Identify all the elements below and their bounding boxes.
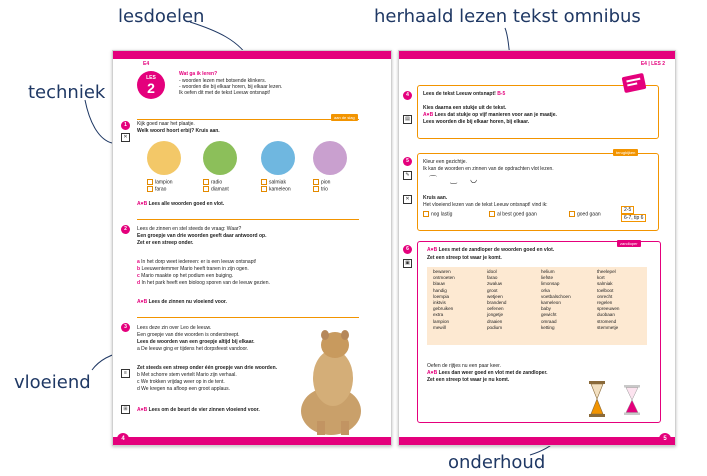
- ex5-line2: Kruis aan.: [423, 195, 448, 201]
- cross-icon: ✕: [403, 195, 412, 204]
- word-column-1: bewaren ontmoeten blauw handig loempia inktvis gebruiken extra lampion mewill: [433, 269, 455, 330]
- ex2-item: d In het park heeft een bioloog sporen van de leeuw gezien.: [137, 280, 270, 286]
- pencil-icon: ✎: [403, 171, 412, 180]
- lioness-illustration: [291, 323, 375, 435]
- ex1-number: 1: [121, 121, 130, 130]
- ex3-line2: b Met schorre stem vertelt Mario zijn verhaal.: [137, 372, 237, 378]
- ex5-tag: terugkijken: [613, 149, 638, 156]
- ex3-number: 3: [121, 323, 130, 332]
- group-icon: ⊞: [121, 405, 130, 414]
- sequence-icon: ≡: [121, 369, 130, 378]
- ex6-line1: A♥B Lees met de zandloper de woorden goed en vlot.: [427, 247, 555, 253]
- radio-image: [203, 141, 237, 175]
- ex1-line2: Welk woord hoort erbij? Kruis aan.: [137, 128, 220, 134]
- right-top-bar: [399, 51, 675, 59]
- pair-icon: A♥B: [137, 201, 148, 207]
- ex3-line: Lees deze zin over Leo de leeuw.: [137, 325, 212, 331]
- ex3-line: Een groepje van drie woorden is onderstreept.: [137, 332, 240, 338]
- option[interactable]: trio: [313, 186, 328, 193]
- ex2-number: 2: [121, 225, 130, 234]
- option[interactable]: lampion: [147, 179, 173, 186]
- word-column-2: idool farao zwaluw groot wetjeen brandend oefenen jongetje draaien podium: [487, 269, 507, 330]
- ex2-line: Lees de zinnen en stel steeds de vraag: Waar?: [137, 226, 242, 232]
- left-page-number: 4: [117, 433, 129, 445]
- callout-herhaald: herhaald lezen tekst omnibus: [374, 6, 641, 27]
- callout-techniek: techniek: [28, 82, 106, 103]
- word-column-4: theelepel kort salmiak toelboot onrecht regelen spreeuwen duobaan stromend stemmetje: [597, 269, 620, 330]
- sandtimer-icon: [623, 385, 641, 415]
- option[interactable]: radio: [203, 179, 222, 186]
- ex4-number: 4: [403, 91, 412, 100]
- ex5-number: 5: [403, 157, 412, 166]
- right-page-number: 5: [659, 433, 671, 445]
- ex3-line: a De leeuw ging er tijdens het dorpsfeest vandoor.: [137, 346, 249, 352]
- option[interactable]: diamant: [203, 186, 229, 193]
- goals-line: - woorden die bij elkaar horen, bij elkaar lezen.: [179, 84, 283, 90]
- ex1-tag: aan de slag: [331, 114, 358, 121]
- ex2-divider: [137, 219, 359, 220]
- face-icons[interactable]: ⌒ ‿ ◡: [429, 175, 478, 184]
- left-bottom-bar: [113, 437, 391, 445]
- ex2-line: Een groepje van drie woorden geeft daar antwoord op.: [137, 233, 267, 239]
- timer-icon: ▣: [403, 259, 412, 268]
- pharaoh-image: [147, 141, 181, 175]
- ex6-line2: Zet een streep tot waar je komt.: [427, 255, 502, 261]
- ex5-choice[interactable]: nog lastig: [423, 211, 452, 218]
- ex3-divider: [137, 317, 359, 318]
- callout-lesdoelen: lesdoelen: [118, 6, 205, 27]
- option[interactable]: farao: [147, 186, 166, 193]
- right-running-head: E4 | LES 2: [640, 61, 665, 67]
- right-page: [398, 50, 676, 446]
- goals-line: - woorden lezen met botsende klinkers.: [179, 78, 266, 84]
- chameleon-image: [261, 141, 295, 175]
- option[interactable]: salmiak: [261, 179, 286, 186]
- ex6-number: 6: [403, 245, 412, 254]
- ex5-ref: 6-7, tip 6: [621, 214, 646, 222]
- left-top-bar: [113, 51, 391, 59]
- ex5-line2: Het vloeiend lezen van de tekst Leeuw ontsnapt! vind ik:: [423, 202, 548, 208]
- ex5-line: Kleur een gezichtje.: [423, 159, 467, 165]
- ex1-divider: [137, 119, 359, 120]
- ex1-line1: Kijk goed naar het plaatje.: [137, 121, 195, 127]
- ex4-line1: Lees de tekst Leeuw ontsnapt! B-5: [423, 91, 506, 97]
- text-card-icon: [621, 73, 647, 93]
- goals-title: Wat ga ik leren?: [179, 71, 218, 77]
- right-bottom-bar: [399, 437, 675, 445]
- hourglass-icon: [587, 381, 607, 417]
- option[interactable]: pion: [313, 179, 330, 186]
- ex3-line2: c We trokken vrijdag weer op in de tent.: [137, 379, 225, 385]
- ex3-line2: Zet steeds een streep onder één groepje van drie woorden.: [137, 365, 278, 371]
- ex2-item: a In het dorp weet iedereen: er is een leeuw ontsnapt!: [137, 259, 257, 265]
- ex1-footer: A♥B Lees alle woorden goed en vlot.: [137, 201, 225, 207]
- ex5-line: Ik kan de woorden en zinnen van de opdrachten vlot lezen.: [423, 166, 554, 172]
- ex5-choice[interactable]: goed gaan: [569, 211, 601, 218]
- ex6-tag: zandloper: [617, 240, 641, 247]
- ex2-footer: A♥B Lees de zinnen nu vloeiend voor.: [137, 299, 227, 305]
- ex4-line: A♥B Lees dat stukje op vijf manieren voor aan je maatje.: [423, 112, 557, 118]
- ex3-line: Lees de woorden van een groepje altijd bij elkaar.: [137, 339, 255, 345]
- book-icon: ▤: [403, 115, 412, 124]
- ex2-item: c Mario maakte op het podium een buiging.: [137, 273, 234, 279]
- ex5-choice[interactable]: al best goed gaan: [489, 211, 537, 218]
- lesson-badge: LES 2: [137, 71, 165, 99]
- callout-onderhoud: onderhoud: [448, 452, 546, 473]
- left-page: [112, 50, 392, 446]
- word-column-3: helium liefste limonsap orka voetbalschoen kameleon baby gewicht omraad ketting: [541, 269, 571, 330]
- ex4-line: Lees woorden die bij elkaar horen, bij elkaar.: [423, 119, 530, 125]
- option[interactable]: kameleon: [261, 186, 291, 193]
- pion-image: [313, 141, 347, 175]
- left-running-head: E4: [143, 61, 150, 67]
- cross-icon: ✕: [121, 133, 130, 142]
- ex2-item: b Leeuwentemmer Mario heeft tranen in zijn ogen.: [137, 266, 249, 272]
- ex6-after: Zet een streep tot waar je nu komt.: [427, 377, 510, 383]
- callout-vloeiend: vloeiend: [14, 372, 91, 393]
- ex3-footer: A♥B Lees om de beurt de vier zinnen vloeiend voor.: [137, 407, 260, 413]
- ex2-line: Zet er een streep onder.: [137, 240, 194, 246]
- ex6-after: A♥B Lees dan weer goed en vlot met de zandloper.: [427, 370, 548, 376]
- ex6-after: Oefen de rijtjes nu een paar keer.: [427, 363, 501, 369]
- ex4-line: Kies daarna een stukje uit de tekst.: [423, 105, 507, 111]
- ex5-ref: 2-5: [621, 206, 634, 214]
- ex3-line2: d We kregen na afloop een groot applaus.: [137, 386, 231, 392]
- goals-line: Ik oefen dit met de tekst Leeuw ontsnapt!: [179, 90, 271, 96]
